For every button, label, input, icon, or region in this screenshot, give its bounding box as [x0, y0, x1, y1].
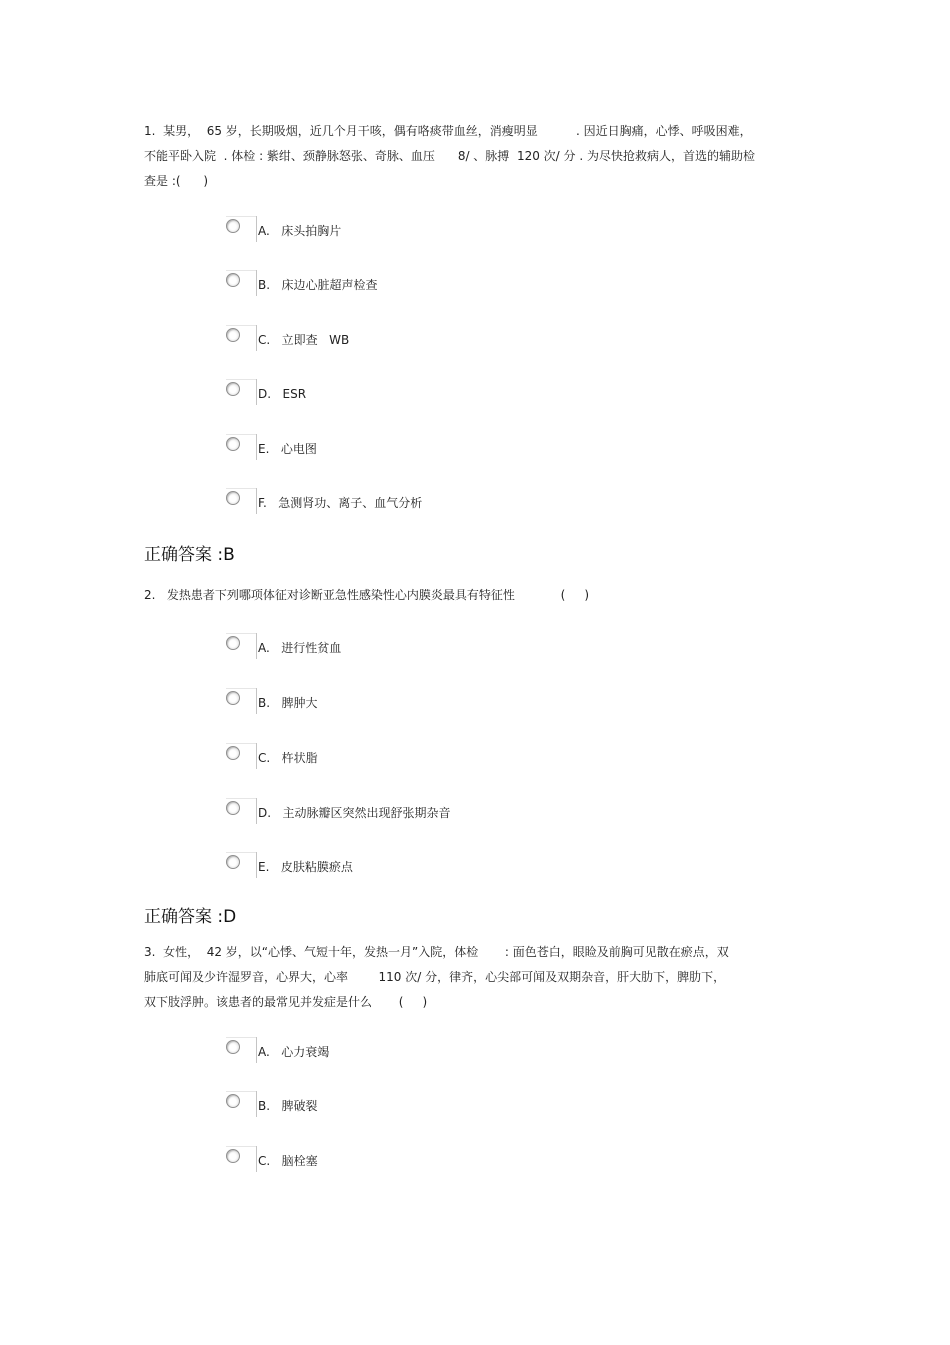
radio-frame — [226, 379, 256, 380]
question-1-line-1: 1. 某男， 65 岁，长期吸烟，近几个月干咳，偶有咯痰带血丝，消瘦明显 . 因近日胸痛，心悸、呼吸困难， — [144, 124, 752, 138]
radio-button-icon[interactable] — [226, 746, 240, 760]
question-3-line-3: 双下肢浮肿。该患者的最常见并发症是什么 ( ) — [144, 995, 428, 1009]
radio-frame — [256, 379, 257, 405]
option-label: A. 床头拍胸片 — [258, 224, 342, 238]
radio-frame — [256, 798, 257, 824]
option-label: A. 进行性贫血 — [258, 641, 342, 655]
question-1-line-2: 不能平卧入院 . 体检 : 紫绀、颈静脉怒张、奇脉、血压 8/ 、脉搏 120 次/ 分 . 为尽快抢救病人，首选的辅助检 — [144, 149, 755, 163]
radio-frame — [226, 270, 256, 271]
question-1-line-3: 查是 :( ) — [144, 174, 209, 188]
radio-frame — [256, 216, 257, 242]
question-3-line-2: 肺底可闻及少许湿罗音，心界大，心率 110 次/ 分，律齐，心尖部可闻及双期杂音，肝大肋下，脾肋下， — [144, 970, 726, 984]
radio-frame — [226, 1037, 256, 1038]
radio-frame — [256, 1091, 257, 1117]
radio-frame — [256, 1037, 257, 1063]
radio-frame — [226, 743, 256, 744]
question-1-option-d[interactable] — [226, 382, 626, 408]
option-label: E. 皮肤粘膜瘀点 — [258, 860, 353, 874]
radio-frame — [256, 1146, 257, 1172]
radio-frame — [226, 434, 256, 435]
radio-frame — [256, 688, 257, 714]
question-1-option-a[interactable] — [226, 219, 626, 245]
option-label: B. 脾破裂 — [258, 1099, 318, 1113]
option-label: A. 心力衰竭 — [258, 1045, 330, 1059]
option-label: C. 立即查 WB — [258, 333, 350, 347]
radio-frame — [226, 1146, 256, 1147]
option-label: F. 急测肾功、离子、血气分析 — [258, 496, 423, 510]
question-1-option-f[interactable] — [226, 491, 626, 517]
radio-button-icon[interactable] — [226, 801, 240, 815]
radio-frame — [226, 1091, 256, 1092]
question-2-option-a[interactable] — [226, 636, 626, 662]
option-label: D. 主动脉瓣区突然出现舒张期杂音 — [258, 806, 451, 820]
option-label: C. 脑栓塞 — [258, 1154, 318, 1168]
question-2-answer: 正确答案 :D — [144, 907, 237, 927]
radio-frame — [256, 434, 257, 460]
option-label: B. 床边心脏超声检查 — [258, 278, 378, 292]
radio-button-icon[interactable] — [226, 273, 240, 287]
question-1-option-c[interactable] — [226, 328, 626, 354]
question-3-line-1: 3. 女性， 42 岁，以“心悸、气短十年，发热一月”入院，体检 : 面色苍白，眼睑及前胸可见散在瘀点，双 — [144, 945, 729, 959]
radio-button-icon[interactable] — [226, 691, 240, 705]
radio-frame — [226, 852, 256, 853]
question-2-option-b[interactable] — [226, 691, 626, 717]
radio-button-icon[interactable] — [226, 437, 240, 451]
radio-button-icon[interactable] — [226, 636, 240, 650]
radio-frame — [226, 633, 256, 634]
question-3-option-b[interactable] — [226, 1094, 626, 1120]
question-1-option-b[interactable] — [226, 273, 626, 299]
option-label: E. 心电图 — [258, 442, 317, 456]
radio-button-icon[interactable] — [226, 1149, 240, 1163]
question-2-option-e[interactable] — [226, 855, 626, 881]
question-2-option-d[interactable] — [226, 801, 626, 827]
radio-button-icon[interactable] — [226, 219, 240, 233]
radio-frame — [226, 216, 256, 217]
option-label: B. 脾肿大 — [258, 696, 318, 710]
radio-frame — [256, 270, 257, 296]
question-3-option-c[interactable] — [226, 1149, 626, 1175]
radio-button-icon[interactable] — [226, 328, 240, 342]
question-3-option-a[interactable] — [226, 1040, 626, 1066]
radio-frame — [256, 852, 257, 878]
question-1-option-e[interactable] — [226, 437, 626, 463]
radio-frame — [226, 798, 256, 799]
question-1-answer: 正确答案 :B — [144, 545, 235, 565]
radio-button-icon[interactable] — [226, 382, 240, 396]
radio-frame — [226, 688, 256, 689]
radio-frame — [226, 488, 256, 489]
radio-button-icon[interactable] — [226, 491, 240, 505]
option-label: D. ESR — [258, 387, 307, 401]
radio-frame — [256, 743, 257, 769]
radio-frame — [256, 325, 257, 351]
question-2-option-c[interactable] — [226, 746, 626, 772]
radio-frame — [256, 633, 257, 659]
option-label: C. 杵状脂 — [258, 751, 318, 765]
radio-frame — [226, 325, 256, 326]
radio-button-icon[interactable] — [226, 1040, 240, 1054]
radio-frame — [256, 488, 257, 514]
question-2-line-1: 2. 发热患者下列哪项体征对诊断亚急性感染性心内膜炎最具有特征性 ( ) — [144, 588, 590, 602]
radio-button-icon[interactable] — [226, 855, 240, 869]
radio-button-icon[interactable] — [226, 1094, 240, 1108]
